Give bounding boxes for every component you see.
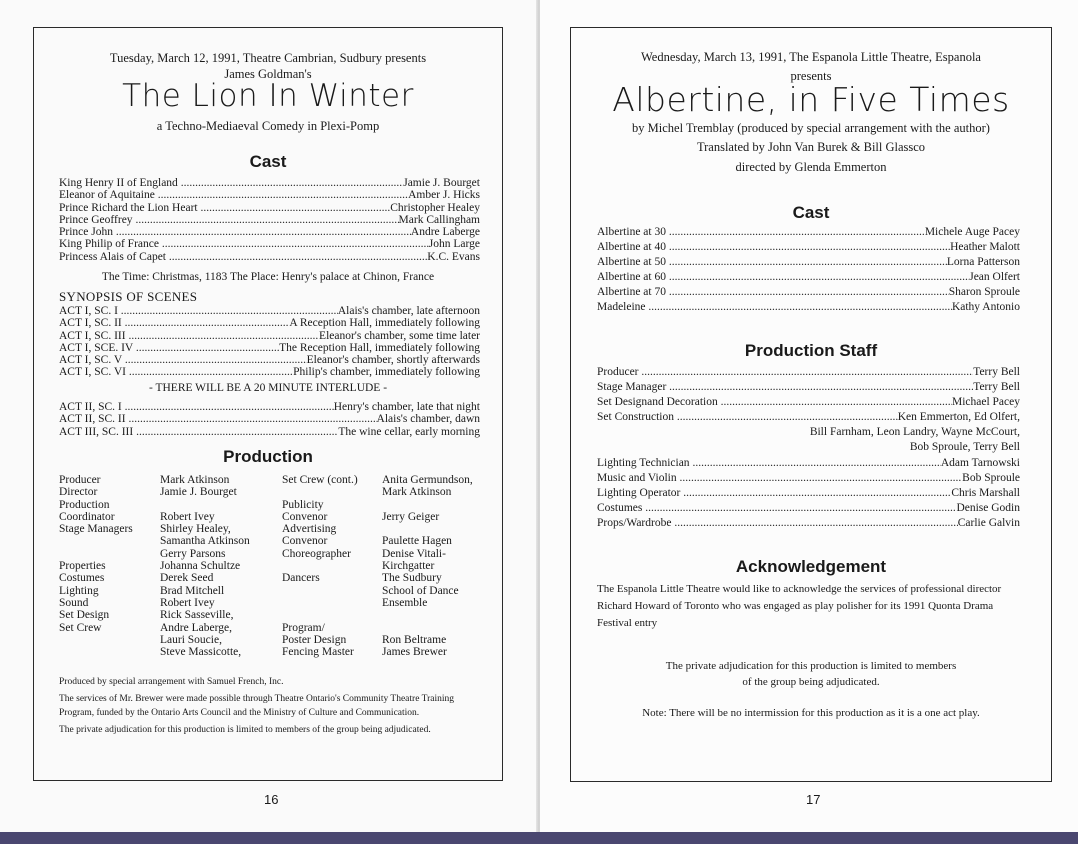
scene-row: ACT II, SC. II ..... Alais's chamber, dawn (59, 413, 480, 425)
right-program-frame (570, 27, 1052, 782)
credit-name: Robert Ivey (160, 596, 215, 609)
scene-row: ACT I, SC. V ..... Eleanor's chamber, shortly afterwards (59, 354, 480, 366)
credit-role: Poster Design (282, 633, 347, 646)
credit-role: Program/ (282, 621, 325, 634)
cast-row: Albertine at 40 ..... Heather Malott (597, 240, 1020, 255)
production-names-col-2 (382, 474, 473, 658)
scene-row: ACT I, SCE. IV ..... The Reception Hall, immediately following (59, 342, 480, 354)
staff-row: Set Designand Decoration ..... Michael Pacey (597, 395, 1020, 410)
cast-row: Albertine at 30 ..... Michele Auge Pacey (597, 225, 1020, 240)
left-intro-line-2: James Goldman's (224, 67, 312, 81)
cast-row: Prince Geoffrey ..... Mark Callingham (59, 214, 480, 226)
time-place: The Time: Christmas, 1183 The Place: Henry's palace at Chinon, France (101, 271, 435, 283)
left-cast-heading: Cast (249, 152, 287, 171)
credit-name: Samantha Atkinson (160, 535, 250, 548)
act1-scenes (59, 305, 480, 379)
credit-name: Ron Beltrame (382, 633, 447, 646)
cast-row: Albertine at 50 ..... Lorna Patterson (597, 255, 1020, 270)
credit-role: Set Design (59, 609, 110, 622)
acknowledgement-text: The Espanola Little Theatre would like to acknowledge the services of professional director Richard Howard of Toronto who was engaged as play polisher for its 1991 Quonta Drama Festival entry (597, 583, 1002, 629)
credit-role: Stage Managers (59, 523, 133, 536)
credit-name (382, 499, 473, 511)
credit-role: Fencing Master (282, 646, 354, 659)
credit-name: Mark Atkinson (382, 486, 452, 499)
credit-name (382, 622, 473, 634)
credit-role: Lighting (59, 584, 99, 597)
cast-row: Princess Alais of Capet ..... K.C. Evans (59, 251, 480, 263)
credit-role (59, 548, 133, 560)
directed-line: directed by Glenda Emmerton (735, 160, 887, 174)
scene-row: ACT II, SC. I ..... Henry's chamber, late that night (59, 401, 480, 413)
credit-role (282, 585, 358, 597)
credit-name: Shirley Healey, (160, 523, 231, 536)
page-number-right: 17 (806, 792, 821, 807)
credit-role (59, 535, 133, 547)
credit-name: Johanna Schultze (160, 560, 241, 573)
right-play-title: Albertine, in Five Times (612, 80, 1010, 119)
adjudication-line-1: The private adjudication for this production is limited to members (665, 660, 957, 672)
footnote-brewer: The services of Mr. Brewer were made possible through Theatre Ontario's Community Theatre Training Program, funded by the Ontario Arts Council and the Ministry of Culture and Communication. (59, 694, 454, 718)
credit-name: Brad Mitchell (160, 584, 225, 597)
staff-row: Props/Wardrobe ..... Carlie Galvin (597, 516, 1020, 531)
credit-name: Jamie J. Bourget (160, 486, 237, 499)
credit-role: Advertising (282, 523, 337, 536)
scan-edge-bar (0, 832, 1078, 844)
footnote-adjudication: The private adjudication for this production is limited to members of the group being adjudicated. (59, 725, 431, 735)
credit-name: Robert Ivey (160, 510, 215, 523)
credit-role (282, 486, 358, 498)
credit-role: Publicity (282, 498, 324, 511)
cast-row: Madeleine ..... Kathy Antonio (597, 300, 1020, 315)
credit-name (382, 609, 473, 621)
credit-name (160, 499, 250, 511)
scene-row: ACT I, SC. I ..... Alais's chamber, late afternoon (59, 305, 480, 317)
credit-name: The Sudbury (382, 572, 442, 585)
left-program-frame (33, 27, 503, 781)
credit-role: Producer (59, 474, 101, 486)
credit-name: Kirchgatter (382, 560, 435, 573)
construction-continuation: Bill Farnham, Leon Landry, Wayne McCourt, (809, 426, 1020, 439)
credit-role (282, 560, 358, 572)
staff-list (597, 365, 1020, 531)
translated-line: Translated by John Van Burek & Bill Glassco (696, 140, 926, 154)
right-cast-heading: Cast (792, 203, 830, 222)
page-number-left: 16 (264, 792, 279, 807)
credit-role: Properties (59, 560, 106, 573)
credit-name: Mark Atkinson (160, 474, 230, 486)
credit-role: Sound (59, 596, 89, 609)
staff-row: Costumes ..... Denise Godin (597, 501, 1020, 516)
footnote-arrangement: Produced by special arrangement with Samuel French, Inc. (59, 677, 284, 687)
credit-role: Set Crew (cont.) (282, 474, 358, 486)
right-intro-line-1: Wednesday, March 13, 1991, The Espanola Little Theatre, Espanola (641, 50, 981, 64)
credit-name: Rick Sasseville, (160, 609, 234, 622)
credit-name: Lauri Soucie, (160, 633, 222, 646)
credit-role: Convenor (282, 535, 328, 548)
credit-role: Coordinator (59, 510, 115, 523)
scene-row: ACT I, SC. VI ..... Philip's chamber, immediately following (59, 366, 480, 378)
staff-row: Music and Violin ..... Bob Sproule (597, 471, 1020, 486)
cast-row: Albertine at 60 ..... Jean Olfert (597, 270, 1020, 285)
staff-row: Lighting Operator ..... Chris Marshall (597, 486, 1020, 501)
credit-role: Dancers (282, 572, 320, 585)
credit-name: Anita Germundson, (382, 474, 473, 486)
credit-role: Director (59, 486, 98, 499)
intermission-note: Note: There will be no intermission for this production as it is a one act play. (642, 707, 980, 719)
scene-row: ACT I, SC. II ..... A Reception Hall, immediately following (59, 317, 480, 329)
scene-row: ACT III, SC. III ..... The wine cellar, early morning (59, 426, 480, 438)
act2-scenes (59, 401, 480, 438)
production-heading: Production (223, 447, 313, 466)
credit-role: Costumes (59, 572, 105, 585)
cast-row: Prince John ..... Andre Laberge (59, 226, 480, 238)
left-play-title: The Lion In Winter (122, 78, 414, 114)
staff-row: Producer ..... Terry Bell (597, 365, 1020, 380)
credit-role (282, 609, 358, 621)
credit-name (382, 523, 473, 535)
left-play-subtitle: a Techno-Mediaeval Comedy in Plexi-Pomp (156, 119, 380, 133)
construction-continuation: Bob Sproule, Terry Bell (909, 441, 1020, 454)
staff-row: Lighting Technician ..... Adam Tarnowski (597, 456, 1020, 471)
credit-name: School of Dance (382, 584, 459, 597)
credit-role: Set Crew (59, 621, 102, 634)
credit-name: Paulette Hagen (382, 535, 452, 548)
left-page (0, 0, 538, 832)
left-footnotes (59, 675, 489, 738)
left-cast-list (59, 177, 480, 263)
adjudication-line-2: of the group being adjudicated. (742, 676, 880, 688)
staff-heading: Production Staff (744, 341, 878, 360)
cast-row: King Philip of France ..... John Large (59, 238, 480, 250)
scene-row: ACT I, SC. III ..... Eleanor's chamber, some time later (59, 330, 480, 342)
right-cast-list (597, 225, 1020, 316)
credit-name: Steve Massicotte, (160, 646, 242, 659)
credit-name: Andre Laberge, (160, 621, 232, 634)
staff-row: Set Construction ..... Ken Emmerton, Ed Olfert, (597, 410, 1020, 425)
cast-row: Eleanor of Aquitaine ..... Amber J. Hicks (59, 189, 480, 201)
synopsis-heading: SYNOPSIS OF SCENES (59, 289, 198, 304)
staff-row: Stage Manager ..... Terry Bell (597, 380, 1020, 395)
cast-row: King Henry II of England ..... Jamie J. Bourget (59, 177, 480, 189)
credit-name: Denise Vitali- (382, 547, 446, 560)
cast-row: Albertine at 70 ..... Sharon Sproule (597, 285, 1020, 300)
interlude-notice: - THERE WILL BE A 20 MINUTE INTERLUDE - (148, 382, 388, 394)
left-intro-line-1: Tuesday, March 12, 1991, Theatre Cambrian, Sudbury presents (109, 51, 427, 65)
by-line: by Michel Tremblay (produced by special arrangement with the author) (632, 121, 990, 135)
right-page (540, 0, 1078, 832)
credit-name: Gerry Parsons (160, 547, 226, 560)
credit-role: Choreographer (282, 547, 351, 560)
production-names-col (160, 474, 250, 658)
credit-name: Derek Seed (160, 572, 214, 585)
cast-row: Prince Richard the Lion Heart ..... Christopher Healey (59, 202, 480, 214)
acknowledgement-heading: Acknowledgement (735, 557, 887, 576)
credit-role: Convenor (282, 510, 328, 523)
credit-name: James Brewer (382, 646, 447, 659)
credit-role (282, 597, 358, 609)
production-roles-col (59, 474, 133, 634)
production-roles-col-2 (282, 474, 358, 658)
credit-role: Production (59, 498, 110, 511)
right-intro-line-2: presents (790, 69, 832, 83)
credit-name: Jerry Geiger (382, 510, 440, 523)
credit-name: Ensemble (382, 596, 428, 609)
